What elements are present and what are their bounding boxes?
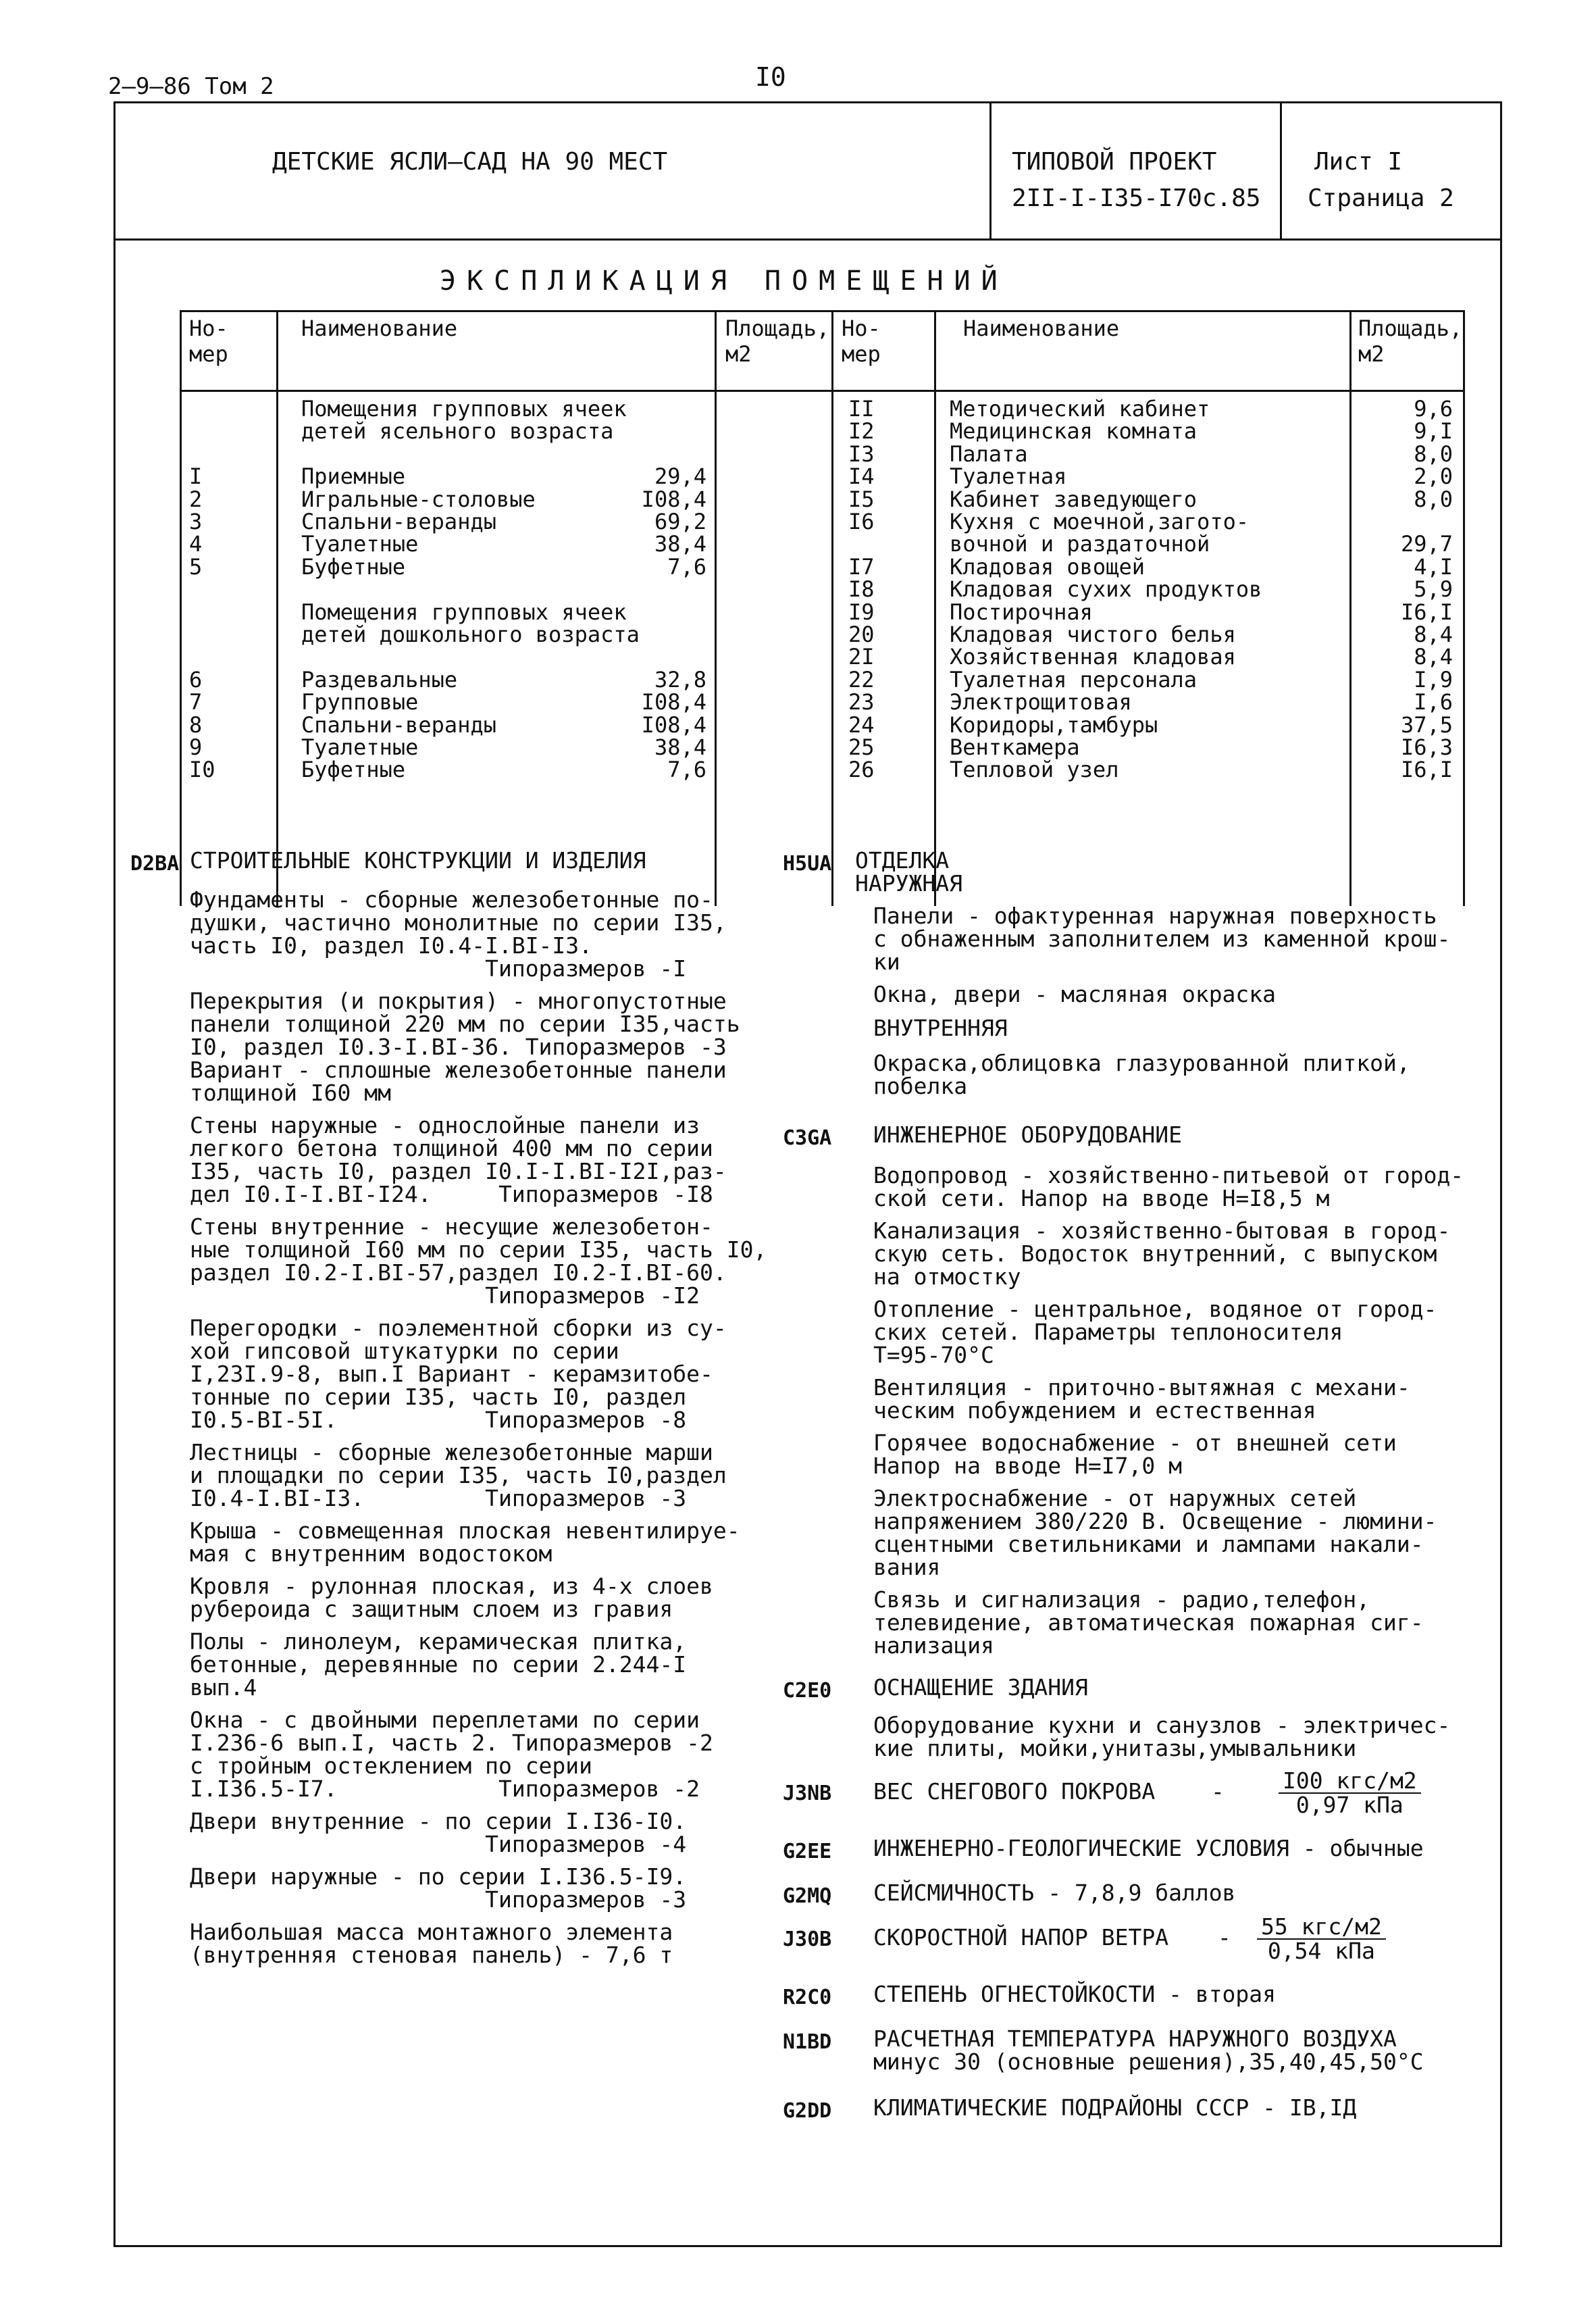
- text-line: кие плиты, мойки,унитазы,умывальники: [873, 1735, 1357, 1761]
- left-num-14: 7: [189, 689, 203, 715]
- right-area-2: 9,I: [1414, 418, 1453, 445]
- paragraph: [190, 1630, 879, 1699]
- tag-seismic: G2MQ: [783, 1884, 832, 1908]
- snow-value: [1279, 1769, 1421, 1817]
- text-line: скую сеть. Водосток внутренний, с выпуском: [873, 1240, 1437, 1267]
- text-line: Типоразмеров -I2: [190, 1282, 700, 1309]
- text-line: телевидение, автоматическая пожарная сиг-: [873, 1609, 1424, 1636]
- left-area-7: 38,4: [654, 531, 706, 557]
- text-line: ки: [873, 949, 900, 975]
- right-name-7: вочной и раздаточной: [950, 531, 1210, 557]
- right-name-17: Тепловой узел: [950, 757, 1119, 783]
- right-num-4: I4: [848, 463, 875, 490]
- left-name-7: Туалетные: [301, 531, 419, 557]
- right-num-2: I2: [848, 418, 875, 445]
- text-line: с обнаженным заполнителем из каменной крош-: [873, 926, 1451, 952]
- left-name-15: Спальни-веранды: [301, 711, 496, 738]
- right-num-15: 24: [848, 711, 875, 738]
- right-area-1: 9,6: [1414, 396, 1453, 422]
- equipment-text: [873, 1714, 1495, 1760]
- text-line: Окна, двери - масляная окраска: [873, 981, 1277, 1007]
- right-name-13: Туалетная персонала: [950, 666, 1198, 693]
- text-line: напряжением 380/220 В. Освещение - люмини-: [873, 1508, 1437, 1534]
- right-num-10: I9: [848, 599, 875, 625]
- text-line: Перекрытия (и покрытия) - многопустотные: [190, 988, 727, 1014]
- project-type: ТИПОВОЙ ПРОЕКТ: [1012, 148, 1217, 176]
- snow-value-kpa: 0,97 кПа: [1295, 1792, 1404, 1818]
- paragraph: [873, 1052, 1495, 1098]
- wind-value-kgs: 55 кгс/м2: [1257, 1915, 1386, 1940]
- tag-finish: H5UA: [783, 852, 832, 876]
- page-number: I0: [755, 62, 786, 92]
- paragraph: [873, 983, 1495, 1006]
- paragraph: [190, 990, 879, 1105]
- right-name-5: Кабинет заведующего: [950, 486, 1198, 512]
- left-area-8: 7,6: [667, 553, 706, 580]
- text-line: Фундаменты - сборные железобетонные по-: [190, 886, 713, 913]
- right-name-16: Венткамера: [950, 734, 1080, 760]
- right-name-2: Медицинская комната: [950, 418, 1198, 445]
- heading-finish-inner: ВНУТРЕННЯЯ: [873, 1015, 1008, 1041]
- paragraph: [873, 1376, 1495, 1422]
- paragraph: [190, 1215, 879, 1307]
- right-area-8: 4,I: [1414, 553, 1453, 580]
- left-name-5: Игральные-столовые: [301, 486, 536, 512]
- text-line: ческим побуждением и естественная: [873, 1397, 1316, 1424]
- fire-text: СТЕПЕНЬ ОГНЕСТОЙКОСТИ - вторая: [873, 1981, 1277, 2007]
- finish-outer-list: [873, 905, 1495, 1015]
- text-line: хой гипсовой штукатурки по серии: [190, 1338, 619, 1364]
- left-num-8: 5: [189, 553, 203, 580]
- text-line: Полы - линолеум, керамическая плитка,: [190, 1628, 687, 1655]
- header-name-left: Наименование: [301, 316, 458, 341]
- seismic-text: СЕЙСМИЧНОСТЬ - 7,8,9 баллов: [873, 1880, 1236, 1906]
- left-name-4: Приемные: [301, 463, 406, 490]
- right-num-9: I8: [848, 576, 875, 603]
- left-name-10: Помещения групповых ячеек: [301, 599, 627, 625]
- text-line: с тройным остеклением по серии: [190, 1753, 593, 1779]
- paragraph: [190, 1575, 879, 1621]
- left-name-1: Помещения групповых ячеек: [301, 396, 627, 422]
- title-block: [115, 103, 1500, 241]
- text-line: ских сетей. Параметры теплоносителя: [873, 1319, 1343, 1345]
- paragraph: [190, 888, 879, 980]
- text-line: Лестницы - сборные железобетонные марши: [190, 1439, 713, 1465]
- right-num-5: I5: [848, 486, 875, 512]
- paragraph: [873, 1487, 1495, 1579]
- header-area-right: Площадь, м2: [1358, 316, 1463, 367]
- right-name-3: Палата: [950, 441, 1028, 467]
- heading-finish-outer: НАРУЖНАЯ: [855, 870, 962, 897]
- explication-title: ЭКСПЛИКАЦИЯ ПОМЕЩЕНИЙ: [440, 266, 1008, 297]
- right-area-14: I,6: [1414, 689, 1453, 715]
- text-line: Стены наружные - однослойные панели из: [190, 1112, 700, 1138]
- tag-constructions: D2BA: [130, 852, 180, 876]
- text-line: Связь и сигнализация - радио,телефон,: [873, 1586, 1370, 1613]
- paragraph: [190, 1317, 879, 1432]
- title-cell-sheet: [1282, 103, 1500, 238]
- right-area-15: 37,5: [1400, 711, 1453, 738]
- left-num-6: 3: [189, 509, 203, 534]
- right-area-9: 5,9: [1414, 576, 1453, 603]
- text-line: Типоразмеров -3: [190, 1886, 687, 1913]
- text-line: на отмостку: [873, 1263, 1021, 1290]
- finish-inner-list: [873, 1052, 1495, 1107]
- text-line: Окраска,облицовка глазурованной плиткой,: [873, 1050, 1410, 1076]
- paragraph: [190, 1441, 879, 1510]
- heading-engineering: ИНЖЕНЕРНОЕ ОБОРУДОВАНИЕ: [873, 1122, 1182, 1148]
- text-line: мая с внутренним водостоком: [190, 1540, 552, 1567]
- left-area-5: I08,4: [641, 486, 706, 512]
- left-area-6: 69,2: [654, 509, 706, 534]
- right-area-4: 2,0: [1414, 463, 1453, 490]
- text-line: и площадки по серии I35, часть I0,раздел: [190, 1462, 727, 1488]
- paragraph: [873, 1164, 1495, 1210]
- project-code: 2II-I-I35-I70c.85: [1012, 184, 1261, 212]
- right-area-10: I6,I: [1400, 599, 1453, 625]
- left-area-15: I08,4: [641, 711, 706, 738]
- text-line: сцентными светильниками и лампами накали-: [873, 1531, 1424, 1557]
- left-name-11: детей дошкольного возраста: [301, 622, 640, 647]
- text-line: Напор на вводе H=I7,0 м: [873, 1453, 1182, 1479]
- text-line: I,23I.9-8, вып.I Вариант - керамзитобе-: [190, 1361, 713, 1387]
- tag-snow: J3NB: [783, 1782, 832, 1805]
- text-line: бетонные, деревянные по серии 2.244-I: [190, 1651, 687, 1678]
- header-area-left: Площадь, м2: [725, 316, 830, 367]
- text-line: T=95-70°C: [873, 1342, 994, 1368]
- left-area-13: 32,8: [654, 666, 706, 693]
- right-area-12: 8,4: [1414, 644, 1453, 670]
- constructions-list: [190, 888, 879, 1976]
- paragraph: [873, 1298, 1495, 1367]
- right-name-15: Коридоры,тамбуры: [950, 711, 1158, 738]
- text-line: (внутренняя стеновая панель) - 7,6 т: [190, 1942, 673, 1968]
- left-num-13: 6: [189, 666, 203, 693]
- right-num-8: I7: [848, 553, 875, 580]
- text-line: Типоразмеров -4: [190, 1831, 687, 1857]
- text-line: раздел I0.2-I.BI-57,раздел I0.2-I.BI-60.: [190, 1259, 727, 1286]
- text-line: толщиной I60 мм: [190, 1080, 392, 1106]
- wind-value: [1257, 1915, 1386, 1963]
- tag-climate: G2DD: [783, 2099, 832, 2123]
- text-line: ные толщиной I60 мм по серии I35, часть I0,: [190, 1236, 767, 1263]
- text-line: Отопление - центральное, водяное от город-: [873, 1296, 1437, 1322]
- right-name-11: Кладовая чистого белья: [950, 622, 1236, 647]
- header-num-right: Но- мер: [842, 316, 881, 367]
- right-num-13: 22: [848, 666, 875, 693]
- tag-engineering: C3GA: [783, 1126, 832, 1150]
- project-name: ДЕТСКИЕ ЯСЛИ–САД НА 90 МЕСТ: [272, 148, 668, 176]
- text-line: Крыша - совмещенная плоская невентилируе-: [190, 1517, 740, 1544]
- text-line: I35, часть I0, раздел I0.I-I.BI-I2I,раз-: [190, 1158, 727, 1184]
- left-num-4: I: [189, 463, 203, 490]
- right-name-6: Кухня с моечной,загото-: [950, 509, 1250, 534]
- header-name-right: Наименование: [963, 316, 1120, 341]
- right-num-12: 2I: [848, 644, 875, 670]
- temperature-line2: минус 30 (основные решения),35,40,45,50°C: [873, 2048, 1424, 2075]
- left-name-14: Групповые: [301, 689, 419, 715]
- paragraph: [190, 1865, 879, 1911]
- paragraph: [873, 1432, 1495, 1478]
- text-line: вып.4: [190, 1674, 257, 1701]
- right-num-17: 26: [848, 757, 875, 783]
- text-line: дел I0.I-I.BI-I24. Типоразмеров -I8: [190, 1181, 713, 1207]
- right-name-4: Туалетная: [950, 463, 1067, 490]
- text-line: Канализация - хозяйственно-бытовая в город-: [873, 1217, 1451, 1244]
- snow-dash: -: [1211, 1778, 1225, 1805]
- paragraph: [873, 1219, 1495, 1288]
- tag-equipment: C2E0: [783, 1679, 832, 1703]
- right-name-1: Методический кабинет: [950, 396, 1210, 422]
- page-label: Страница 2: [1308, 184, 1454, 212]
- text-line: I0, раздел I0.3-I.BI-36. Типоразмеров -3: [190, 1034, 727, 1060]
- left-num-16: 9: [189, 734, 203, 760]
- snow-value-kgs: I00 кгс/м2: [1279, 1769, 1421, 1794]
- left-name-16: Туалетные: [301, 734, 419, 760]
- text-line: тонные по серии I35, часть I0, раздел: [190, 1384, 687, 1410]
- right-area-16: I6,3: [1400, 734, 1453, 760]
- right-num-1: II: [848, 396, 875, 422]
- left-area-16: 38,4: [654, 734, 706, 760]
- snow-label: ВЕС СНЕГОВОГО ПОКРОВА: [873, 1778, 1156, 1805]
- text-line: Оборудование кухни и санузлов - электричес-: [873, 1712, 1451, 1738]
- left-area-4: 29,4: [654, 463, 706, 490]
- wind-dash: -: [1218, 1924, 1231, 1951]
- right-area-5: 8,0: [1414, 486, 1453, 512]
- sheet-label: Лист I: [1314, 148, 1403, 176]
- heading-constructions: СТРОИТЕЛЬНЫЕ КОНСТРУКЦИИ И ИЗДЕЛИЯ: [190, 847, 646, 874]
- top-code: 2–9–86 Том 2: [108, 73, 274, 100]
- geo-text: ИНЖЕНЕРНО-ГЕОЛОГИЧЕСКИЕ УСЛОВИЯ - обычные: [873, 1835, 1424, 1861]
- right-num-16: 25: [848, 734, 875, 760]
- text-line: душки, частично монолитные по серии I35,: [190, 909, 727, 936]
- paragraph: [873, 1588, 1495, 1657]
- header-num-left: Но- мер: [189, 316, 228, 367]
- paragraph: [873, 905, 1495, 974]
- text-line: Электроснабжение - от наружных сетей: [873, 1485, 1357, 1511]
- right-num-11: 20: [848, 622, 875, 647]
- text-line: Вариант - сплошные железобетонные панели: [190, 1057, 727, 1083]
- left-name-17: Буфетные: [301, 757, 406, 783]
- text-line: ской сети. Напор на вводе H=I8,5 м: [873, 1185, 1330, 1211]
- text-line: Водопровод - хозяйственно-питьевой от город-: [873, 1162, 1464, 1188]
- left-name-6: Спальни-веранды: [301, 509, 496, 534]
- left-num-17: I0: [189, 757, 215, 783]
- right-num-3: I3: [848, 441, 875, 467]
- paragraph: [190, 1921, 879, 1967]
- paragraph: [190, 1810, 879, 1856]
- text-line: побелка: [873, 1073, 968, 1099]
- paragraph: [190, 1709, 879, 1801]
- text-line: I0.4-I.BI-I3. Типоразмеров -3: [190, 1485, 687, 1511]
- tag-fire: R2C0: [783, 1986, 832, 2009]
- tag-wind: J30B: [783, 1928, 832, 1951]
- left-name-2: детей ясельного возраста: [301, 418, 614, 445]
- document-frame: [113, 101, 1502, 2247]
- temperature-line1: РАСЧЕТНАЯ ТЕМПЕРАТУРА НАРУЖНОГО ВОЗДУХА: [873, 2026, 1397, 2052]
- text-line: Горячее водоснабжение - от внешней сети: [873, 1430, 1397, 1456]
- text-line: Перегородки - поэлементной сборки из су-: [190, 1315, 727, 1341]
- left-num-5: 2: [189, 486, 203, 512]
- wind-value-kpa: 0,54 кПа: [1267, 1938, 1375, 1964]
- text-line: Окна - с двойными переплетами по серии: [190, 1707, 700, 1733]
- left-name-13: Раздевальные: [301, 666, 458, 693]
- text-line: Кровля - рулонная плоская, из 4-х слоев: [190, 1573, 713, 1599]
- right-name-10: Постирочная: [950, 599, 1093, 625]
- text-line: Наибольшая масса монтажного элемента: [190, 1919, 673, 1945]
- text-line: I0.5-BI-5I. Типоразмеров -8: [190, 1407, 687, 1433]
- text-line: нализация: [873, 1632, 994, 1659]
- text-line: легкого бетона толщиной 400 мм по серии: [190, 1135, 713, 1161]
- left-area-14: I08,4: [641, 689, 706, 715]
- wind-label: СКОРОСТНОЙ НАПОР ВЕТРА: [873, 1924, 1169, 1951]
- right-name-14: Электрощитовая: [950, 689, 1132, 715]
- text-line: I.I36.5-I7. Типоразмеров -2: [190, 1776, 700, 1802]
- right-num-14: 23: [848, 689, 875, 715]
- right-name-9: Кладовая сухих продуктов: [950, 576, 1262, 603]
- title-cell-project: [992, 103, 1282, 238]
- heading-finish: ОТДЕЛКА: [855, 847, 950, 874]
- text-line: вания: [873, 1554, 941, 1580]
- left-area-17: 7,6: [667, 757, 706, 783]
- text-line: Стены внутренние - несущие железобетон-: [190, 1213, 713, 1240]
- right-area-13: I,9: [1414, 666, 1453, 693]
- text-line: Двери внутренние - по серии I.I36-I0.: [190, 1808, 687, 1834]
- text-line: панели толщиной 220 мм по серии I35,часть: [190, 1011, 740, 1037]
- text-line: часть I0, раздел I0.4-I.BI-I3.: [190, 932, 593, 959]
- right-area-11: 8,4: [1414, 622, 1453, 647]
- tag-geo: G2EE: [783, 1840, 832, 1863]
- left-num-15: 8: [189, 711, 203, 738]
- right-name-8: Кладовая овощей: [950, 553, 1145, 580]
- text-line: Вентиляция - приточно-вытяжная с механи-: [873, 1374, 1410, 1401]
- text-line: Типоразмеров -I: [190, 955, 687, 982]
- text-line: Панели - офактуренная наружная поверхность: [873, 903, 1437, 929]
- text-line: I.236-6 вып.I, часть 2. Типоразмеров -2: [190, 1730, 713, 1756]
- paragraph: [190, 1114, 879, 1206]
- explication-table: [180, 310, 1463, 906]
- climate-text: КЛИМАТИЧЕСКИЕ ПОДРАЙОНЫ СССР - IB,IД: [873, 2094, 1357, 2121]
- title-cell-name: [115, 103, 992, 238]
- heading-equipment: ОСНАЩЕНИЕ ЗДАНИЯ: [873, 1674, 1088, 1701]
- right-area-17: I6,I: [1400, 757, 1453, 783]
- text-line: рубероида с защитным слоем из гравия: [190, 1596, 673, 1622]
- right-num-6: I6: [848, 509, 875, 534]
- right-area-7: 29,7: [1400, 531, 1453, 557]
- text-line: Двери наружные - по серии I.I36.5-I9.: [190, 1863, 687, 1890]
- right-area-3: 8,0: [1414, 441, 1453, 467]
- engineering-list: [873, 1164, 1495, 1667]
- tag-temperature: N1BD: [783, 2030, 832, 2054]
- left-name-8: Буфетные: [301, 553, 406, 580]
- right-name-12: Хозяйственная кладовая: [950, 644, 1236, 670]
- paragraph: [190, 1519, 879, 1565]
- left-num-7: 4: [189, 531, 203, 557]
